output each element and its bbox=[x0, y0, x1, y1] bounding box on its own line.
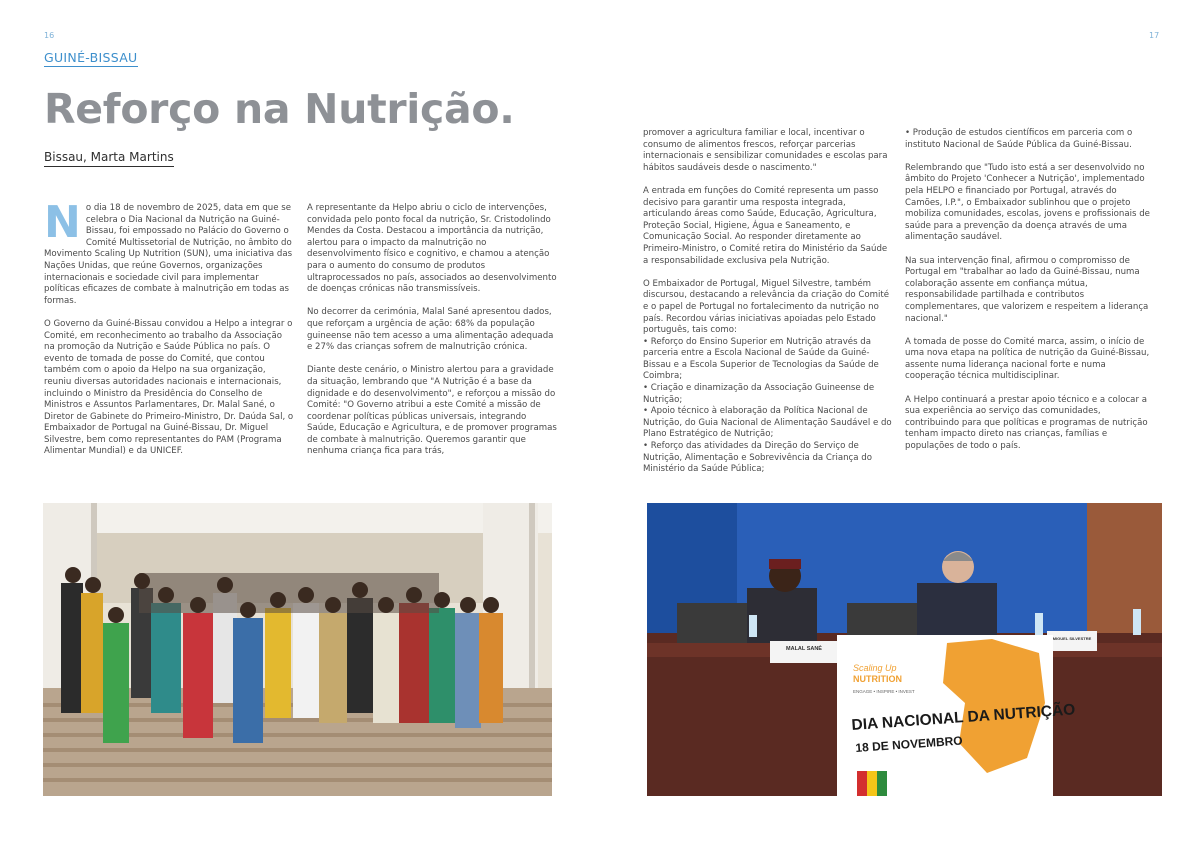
text-column-1 bbox=[44, 197, 294, 470]
banner-org-line2: NUTRITION bbox=[853, 674, 902, 684]
event-photo bbox=[647, 503, 1162, 796]
paragraph: Diante deste cenário, o Ministro alertou para a gravidade da situação, lembrando que "A Nutrição é a base da dignidade e do desenvolvimento", e reforçou a missão do Comité: "O Governo atribui a este Comité a missão de coordenar políticas públicas universais, integrando Saúde, Educação e Agricultura, e de promover programas de combate à malnutrição. Queremos garantir que nenhuma criança fica para trás, bbox=[307, 365, 557, 457]
paragraph: Relembrando que "Tudo isto está a ser desenvolvido no âmbito do Projeto 'Conhecer a Nutrição', implementado pela HELPO e financiado por Portugal, através do Camões, I.P.", o Embaixador sublinhou que o projeto mobiliza comunidades, escolas, jovens e profissionais de saúde para a prevenção da doença através de uma alimentação saudável. bbox=[905, 162, 1150, 243]
page-number-right: 17 bbox=[1149, 31, 1160, 40]
banner-tagline: ENGAGE • INSPIRE • INVEST bbox=[853, 689, 915, 694]
banner-org-line1: Scaling Up bbox=[853, 663, 897, 673]
bullet-item: • Reforço das atividades da Direção do Serviço de Nutrição, Alimentação e Sobrevivência da Criança do Ministério da Saúde Pública; bbox=[643, 441, 872, 475]
nameplate-right: MIGUEL SILVESTRE bbox=[1052, 636, 1092, 641]
paragraph-text: O Embaixador de Portugal, Miguel Silvestre, também discursou, destacando a relevância da criação do Comité e o papel de Portugal no fortalecimento da nutrição no país. Recordou várias iniciativas apoiadas pelo Estado português, tais como: bbox=[643, 278, 890, 336]
paragraph: No decorrer da cerimónia, Malal Sané apresentou dados, que reforçam a urgência de ação: 68% da população guineense não tem acesso a uma alimentação adequada e 27% das crianças sofrem de malnutrição crónica. bbox=[307, 307, 554, 353]
article-title: Reforço na Nutrição. bbox=[44, 85, 515, 133]
text-column-3 bbox=[643, 128, 893, 476]
text-column-4 bbox=[905, 128, 1155, 464]
group-photo bbox=[43, 503, 552, 796]
drop-cap: N bbox=[44, 197, 81, 248]
bullet-item: • Criação e dinamização da Associação Guineense de Nutrição; bbox=[643, 383, 875, 405]
paragraph: A entrada em funções do Comité representa um passo decisivo para garantir uma resposta integrada, articulando áreas como Saúde, Educação, Agricultura, Proteção Social, Higiene, Água e Saneamento, e Comunicação Social. Ao responder diretamente ao Primeiro-Ministro, o Comité retira do Ministério da Saúde a responsabilidade exclusiva pela Nutrição. bbox=[643, 185, 888, 266]
event-photo-illustration bbox=[647, 503, 1162, 796]
bullet-item: • Apoio técnico à elaboração da Política Nacional de Nutrição, do Guia Nacional de Alimentação Saudável e do Plano Estratégico de Nutrição; bbox=[643, 406, 892, 440]
section-label: GUINÉ-BISSAU bbox=[44, 50, 138, 65]
paragraph: A Helpo continuará a prestar apoio técnico e a colocar a sua experiência ao serviço das comunidades, contribuindo para que políticas e programas de nutrição tenham impacto direto nas crianças, famílias e populações de todo o país. bbox=[905, 394, 1148, 452]
group-photo-illustration bbox=[43, 503, 552, 796]
paragraph: Na sua intervenção final, afirmou o compromisso de Portugal em "trabalhar ao lado da Guiné-Bissau, numa colaboração assente em confiança mútua, responsabilidade partilhada e contributos complementares, que valorizem e respeitem a liderança nacional." bbox=[905, 255, 1149, 324]
paragraph: A tomada de posse do Comité marca, assim, o início de uma nova etapa na política de nutrição da Guiné-Bissau, assente numa liderança nacional forte e numa cooperação técnica multidisciplinar. bbox=[905, 336, 1150, 382]
page-number-left: 16 bbox=[44, 31, 55, 40]
paragraph bbox=[643, 279, 893, 476]
paragraph bbox=[44, 197, 294, 307]
paragraph: • Produção de estudos científicos em parceria com o instituto Nacional de Saúde Pública da Guiné-Bissau. bbox=[905, 128, 1133, 150]
nameplate-left: MALAL SANÉ bbox=[786, 646, 822, 652]
banner-date: 18 DE NOVEMBRO bbox=[855, 733, 964, 755]
paragraph: promover a agricultura familiar e local, incentivar o consumo de alimentos frescos, reforçar parcerias internacionais e sensibilizar comunidades e escolas para hábitos saudáveis desde o nascimento." bbox=[643, 128, 888, 173]
paragraph: O Governo da Guiné-Bissau convidou a Helpo a integrar o Comité, em reconhecimento ao trabalho da Associação na promoção da Nutrição e Saúde Pública no país. O evento de tomada de posse do Comité, que contou também com o apoio da Helpo na sua organização, reuniu diversas autoridades nacionais e internacionais, incluindo o Ministro da Presidência do Conselho de Ministros e Assuntos Parlamentares, Dr. Malal Sané, o Diretor de Gabinete do Primeiro-Ministro, Dr. Daúda Sal, o Embaixador de Portugal na Guiné-Bissau, Dr. Miguel Silvestre, bem como representantes do PAM (Programa Alimentar Mundial) e da UNICEF. bbox=[44, 318, 294, 457]
bullet-item: • Reforço do Ensino Superior em Nutrição através da parceria entre a Escola Nacional de Saúde da Guiné-Bissau e a Escola Superior de Tecnologias da Saúde de Coimbra; bbox=[643, 336, 879, 382]
text-column-2 bbox=[307, 203, 557, 470]
banner-title: DIA NACIONAL DA NUTRIÇÃO bbox=[851, 701, 1076, 734]
paragraph-text: o dia 18 de novembro de 2025, data em que se celebra o Dia Nacional da Nutrição na Guiné-Bissau, foi empossado no Palácio do Governo o Comité Multissetorial de Nutrição, no âmbito do Movimento Scaling Up Nutrition (SUN), uma iniciativa das Nações Unidas, que reúne Governos, organizações internacionais e sociedade civil para implementar políticas eficazes de combate à malnutrição em todas as formas. bbox=[44, 203, 293, 306]
byline: Bissau, Marta Martins bbox=[44, 150, 174, 167]
paragraph: A representante da Helpo abriu o ciclo de intervenções, convidada pelo ponto focal da nutrição, Sr. Cristodolindo Mendes da Costa. Destacou a importância da nutrição, alertou para o impacto da malnutrição no desenvolvimento físico e cognitivo, e chamou a atenção para o aumento do consumo de produtos ultraprocessados no país, associados ao desenvolvimento de doenças crónicas não transmissíveis. bbox=[307, 203, 557, 295]
